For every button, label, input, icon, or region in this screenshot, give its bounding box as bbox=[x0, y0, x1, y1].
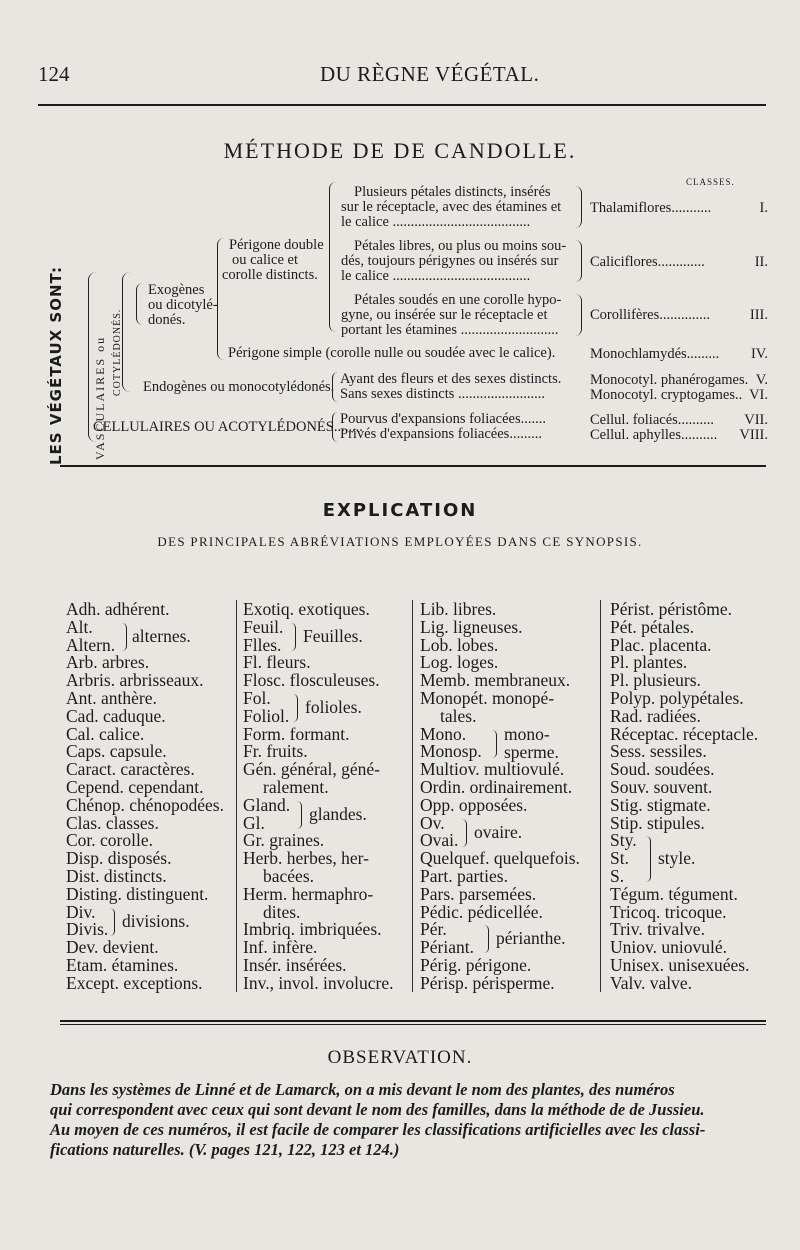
footer-rule-1 bbox=[60, 1020, 766, 1022]
abbrev-entry: Herb. herbes, her- bbox=[243, 848, 369, 869]
abbrev-entry: Pl. plusieurs. bbox=[610, 670, 701, 691]
page-number: 124 bbox=[38, 62, 70, 86]
observation-line: Au moyen de ces numéros, il est facile de comparer les classifications artificielles avec les classi- bbox=[50, 1120, 706, 1139]
column-divider bbox=[600, 600, 601, 992]
abbrev-entry: Périg. périgone. bbox=[420, 954, 532, 975]
abbrev-group-sty: Sty. St. S. style. bbox=[610, 830, 696, 886]
abbrev-entry: dites. bbox=[263, 901, 301, 922]
abbrev-entry: Chénop. chénopodées. bbox=[66, 794, 224, 815]
explication-title: EXPLICATION bbox=[322, 500, 478, 521]
desc-caliciflores: Pétales libres, ou plus ou moins sou- dés, toujours périgynes ou insérés sur le calice ...................................... bbox=[341, 238, 567, 284]
brace-calici bbox=[575, 240, 582, 282]
abbrev-entry: Disting. distinguent. bbox=[66, 883, 209, 904]
vegetaux-vertical-label: LES VÉGÉTAUX SONT: bbox=[47, 266, 65, 465]
header-rule bbox=[38, 104, 766, 106]
perigone-simple: Périgone simple (corolle nulle ou soudée avec le calice). bbox=[228, 345, 556, 361]
brace-perigone-double bbox=[329, 182, 336, 332]
abbrev-entry: Memb. membraneux. bbox=[420, 670, 571, 691]
abbrev-entry: Ordin. ordinairement. bbox=[420, 776, 573, 797]
abbrev-entry: Polyp. polypétales. bbox=[610, 687, 744, 708]
desc-corolliferes: Pétales soudés en une corolle hypo- gyne, ou insérée sur le réceptacle et portant les étamines ........................... bbox=[341, 292, 562, 338]
abbrev-entry: Form. formant. bbox=[243, 723, 350, 744]
abbrev-group-alt: Alt. Altern. alternes. bbox=[66, 616, 191, 655]
observation-title: OBSERVATION. bbox=[327, 1047, 473, 1068]
abbrev-entry: Ant. anthère. bbox=[66, 687, 157, 708]
abbrev-entry: Tricoq. tricoque. bbox=[610, 901, 727, 922]
abbrev-entry: Pét. pétales. bbox=[610, 616, 695, 637]
abbrev-group-div: Div. Divis. divisions. bbox=[66, 901, 190, 940]
abbrev-entry: Etam. étamines. bbox=[66, 954, 179, 975]
abbrev-group-fol: Fol. Foliol. folioles. bbox=[243, 687, 362, 726]
abbrev-entry: Pars. parsemées. bbox=[420, 883, 537, 904]
abbrev-entry: Unisex. unisexuées. bbox=[610, 954, 750, 975]
abbrev-entry: Uniov. uniovulé. bbox=[610, 937, 727, 958]
section-rule bbox=[60, 465, 766, 467]
abbrev-entry: Fr. fruits. bbox=[243, 741, 308, 762]
abbrev-entry: Valv. valve. bbox=[610, 972, 692, 993]
abbrev-entry: Sess. sessiles. bbox=[610, 741, 707, 762]
brace-vegetaux bbox=[88, 272, 97, 442]
abbrev-entry: Log. loges. bbox=[420, 652, 499, 673]
abbrev-entry: Stip. stipules. bbox=[610, 812, 705, 833]
abbrev-entry: Disp. disposés. bbox=[66, 848, 172, 869]
observation-line: fications naturelles. (V. pages 121, 122, 123 et 124.) bbox=[50, 1140, 400, 1159]
abbrev-entry: tales. bbox=[440, 705, 477, 726]
abbrev-entry: bacées. bbox=[263, 865, 315, 886]
class-row: Monocotyl. phanérogames. V. bbox=[590, 372, 768, 388]
abbrev-entry: Tégum. tégument. bbox=[610, 883, 738, 904]
abbrev-entry: Arbris. arbrisseaux. bbox=[66, 670, 204, 691]
abbrev-entry: Cal. calice. bbox=[66, 723, 145, 744]
class-row: Cellul. aphylles.......... VIII. bbox=[590, 427, 768, 443]
class-row: Corollifères.............. III. bbox=[590, 307, 768, 323]
abbrev-entry: Dist. distincts. bbox=[66, 865, 167, 886]
class-row: Monochlamydés......... IV. bbox=[590, 346, 768, 362]
abbrev-entry: Monopét. monopé- bbox=[420, 687, 555, 708]
abbrev-entry: Rad. radiées. bbox=[610, 705, 701, 726]
abbrev-entry: Dev. devient. bbox=[66, 937, 159, 958]
abbrev-entry: Caps. capsule. bbox=[66, 741, 167, 762]
abbrev-entry: Clas. classes. bbox=[66, 812, 159, 833]
abbrev-entry: ralement. bbox=[263, 776, 329, 797]
cellulaires-label: CELLULAIRES OU ACOTYLÉDONÉS........ bbox=[93, 419, 363, 435]
running-head: DU RÈGNE VÉGÉTAL. bbox=[320, 62, 540, 86]
abbrev-entry: Quelquef. quelquefois. bbox=[420, 848, 580, 869]
abbrev-entry: Plac. placenta. bbox=[610, 634, 712, 655]
abbrev-entry: Cad. caduque. bbox=[66, 705, 166, 726]
abbrev-column-2 bbox=[243, 601, 409, 993]
brace-endogenes bbox=[332, 372, 338, 402]
abbrev-entry: Triv. trivalve. bbox=[610, 919, 705, 940]
abbrev-entry: Périst. péristôme. bbox=[610, 599, 732, 619]
abbrev-entry: Multiov. multiovulé. bbox=[420, 759, 565, 780]
vasculaires-vertical-label: VASCULAIRES ou bbox=[93, 335, 107, 460]
abbrev-entry: Gr. graines. bbox=[243, 830, 325, 851]
abbrev-entry: Souv. souvent. bbox=[610, 776, 713, 797]
abbrev-group-per: Pér. Périant. périanthe. bbox=[420, 919, 566, 958]
abbrev-entry: Cepend. cependant. bbox=[66, 776, 204, 797]
abbrev-entry: Insér. insérées. bbox=[243, 954, 347, 975]
abbrev-entry: Opp. opposées. bbox=[420, 794, 528, 815]
column-divider bbox=[236, 600, 237, 992]
abbrev-group-mono: Mono. Monosp. mono- sperme. bbox=[420, 723, 559, 762]
abbrev-entry: Soud. soudées. bbox=[610, 759, 715, 780]
abbrev-entry: Inv., invol. involucre. bbox=[243, 972, 394, 993]
abbrev-entry: Caract. caractères. bbox=[66, 759, 195, 780]
abbrev-entry: Inf. infère. bbox=[243, 937, 318, 958]
brace-coroll bbox=[575, 294, 582, 336]
abbrev-entry: Lig. ligneuses. bbox=[420, 616, 523, 637]
abbrev-entry: Except. exceptions. bbox=[66, 972, 203, 993]
endogenes-desc: Ayant des fleurs et des sexes distincts. Sans sexes distincts ........................ bbox=[340, 371, 562, 402]
desc-thalamiflores: Plusieurs pétales distincts, insérés sur le réceptacle, avec des étamines et le calice ...................................... bbox=[341, 184, 562, 230]
abbrev-column-3 bbox=[420, 601, 598, 993]
observation-line: Dans les systèmes de Linné et de Lamarck, on a mis devant le nom des plantes, des numéros bbox=[50, 1080, 675, 1099]
column-divider bbox=[412, 600, 413, 992]
abbrev-column-4 bbox=[610, 601, 770, 993]
abbrev-entry: Herm. hermaphro- bbox=[243, 883, 374, 904]
class-row: Thalamiflores........... I. bbox=[590, 200, 768, 216]
abbrev-entry: Fl. fleurs. bbox=[243, 652, 311, 673]
cotyledones-vertical-label: COTYLÉDONÉS. bbox=[112, 308, 123, 396]
class-row: Cellul. foliacés.......... VII. bbox=[590, 412, 768, 428]
brace-cellulaires bbox=[332, 412, 338, 442]
observation-line: qui correspondent avec ceux qui sont devant le nom des familles, dans la méthode de de Jussieu. bbox=[50, 1100, 705, 1119]
footer-rule-2 bbox=[60, 1024, 766, 1025]
exogenes-label: Exogènes ou dicotylé- donés. bbox=[148, 282, 218, 328]
abbrev-entry: Lob. lobes. bbox=[420, 634, 499, 655]
abbrev-entry: Part. parties. bbox=[420, 865, 508, 886]
class-row: Monocotyl. cryptogames.. VI. bbox=[590, 387, 768, 403]
method-title: MÉTHODE DE DE CANDOLLE. bbox=[223, 138, 577, 163]
abbrev-entry: Pl. plantes. bbox=[610, 652, 688, 673]
cellulaires-desc: Pourvus d'expansions foliacées....... Privés d'expansions foliacées......... bbox=[340, 411, 546, 442]
brace-thalami bbox=[575, 186, 582, 228]
perigone-double-label: Périgone double ou calice et corolle distincts. bbox=[222, 237, 324, 283]
abbrev-entry: Pédic. pédicellée. bbox=[420, 901, 543, 922]
abbrev-entry: Arb. arbres. bbox=[66, 652, 150, 673]
abbrev-entry: Cor. corolle. bbox=[66, 830, 153, 851]
abbrev-group-feuil: Feuil. Flles. Feuilles. bbox=[243, 616, 363, 655]
abbrev-entry: Flosc. flosculeuses. bbox=[243, 670, 380, 691]
abbrev-entry: Réceptac. réceptacle. bbox=[610, 723, 759, 744]
brace-vasculaires bbox=[122, 272, 131, 392]
abbrev-entry: Gén. général, géné- bbox=[243, 759, 381, 780]
class-row: Caliciflores............. II. bbox=[590, 254, 768, 270]
abbrev-entry: Adh. adhérent. bbox=[66, 599, 170, 619]
abbrev-group-ov: Ov. Ovai. ovaire. bbox=[420, 812, 523, 851]
classes-heading: CLASSES. bbox=[686, 177, 735, 187]
abbrev-group-gland: Gland. Gl. glandes. bbox=[243, 794, 367, 833]
abbrev-entry: Périsp. périsperme. bbox=[420, 972, 555, 993]
abbrev-entry: Exotiq. exotiques. bbox=[243, 599, 370, 619]
abbrev-entry: Stig. stigmate. bbox=[610, 794, 711, 815]
abbrev-entry: Lib. libres. bbox=[420, 599, 497, 619]
endogenes-label: Endogènes ou monocotylédonés. bbox=[143, 379, 335, 395]
abbrev-column-1 bbox=[66, 601, 234, 993]
abbrev-entry: Imbriq. imbriquées. bbox=[243, 919, 382, 940]
explication-subtitle: DES PRINCIPALES ABRÉVIATIONS EMPLOYÉES DANS CE SYNOPSIS. bbox=[157, 534, 643, 549]
brace-exogenes bbox=[136, 283, 143, 325]
